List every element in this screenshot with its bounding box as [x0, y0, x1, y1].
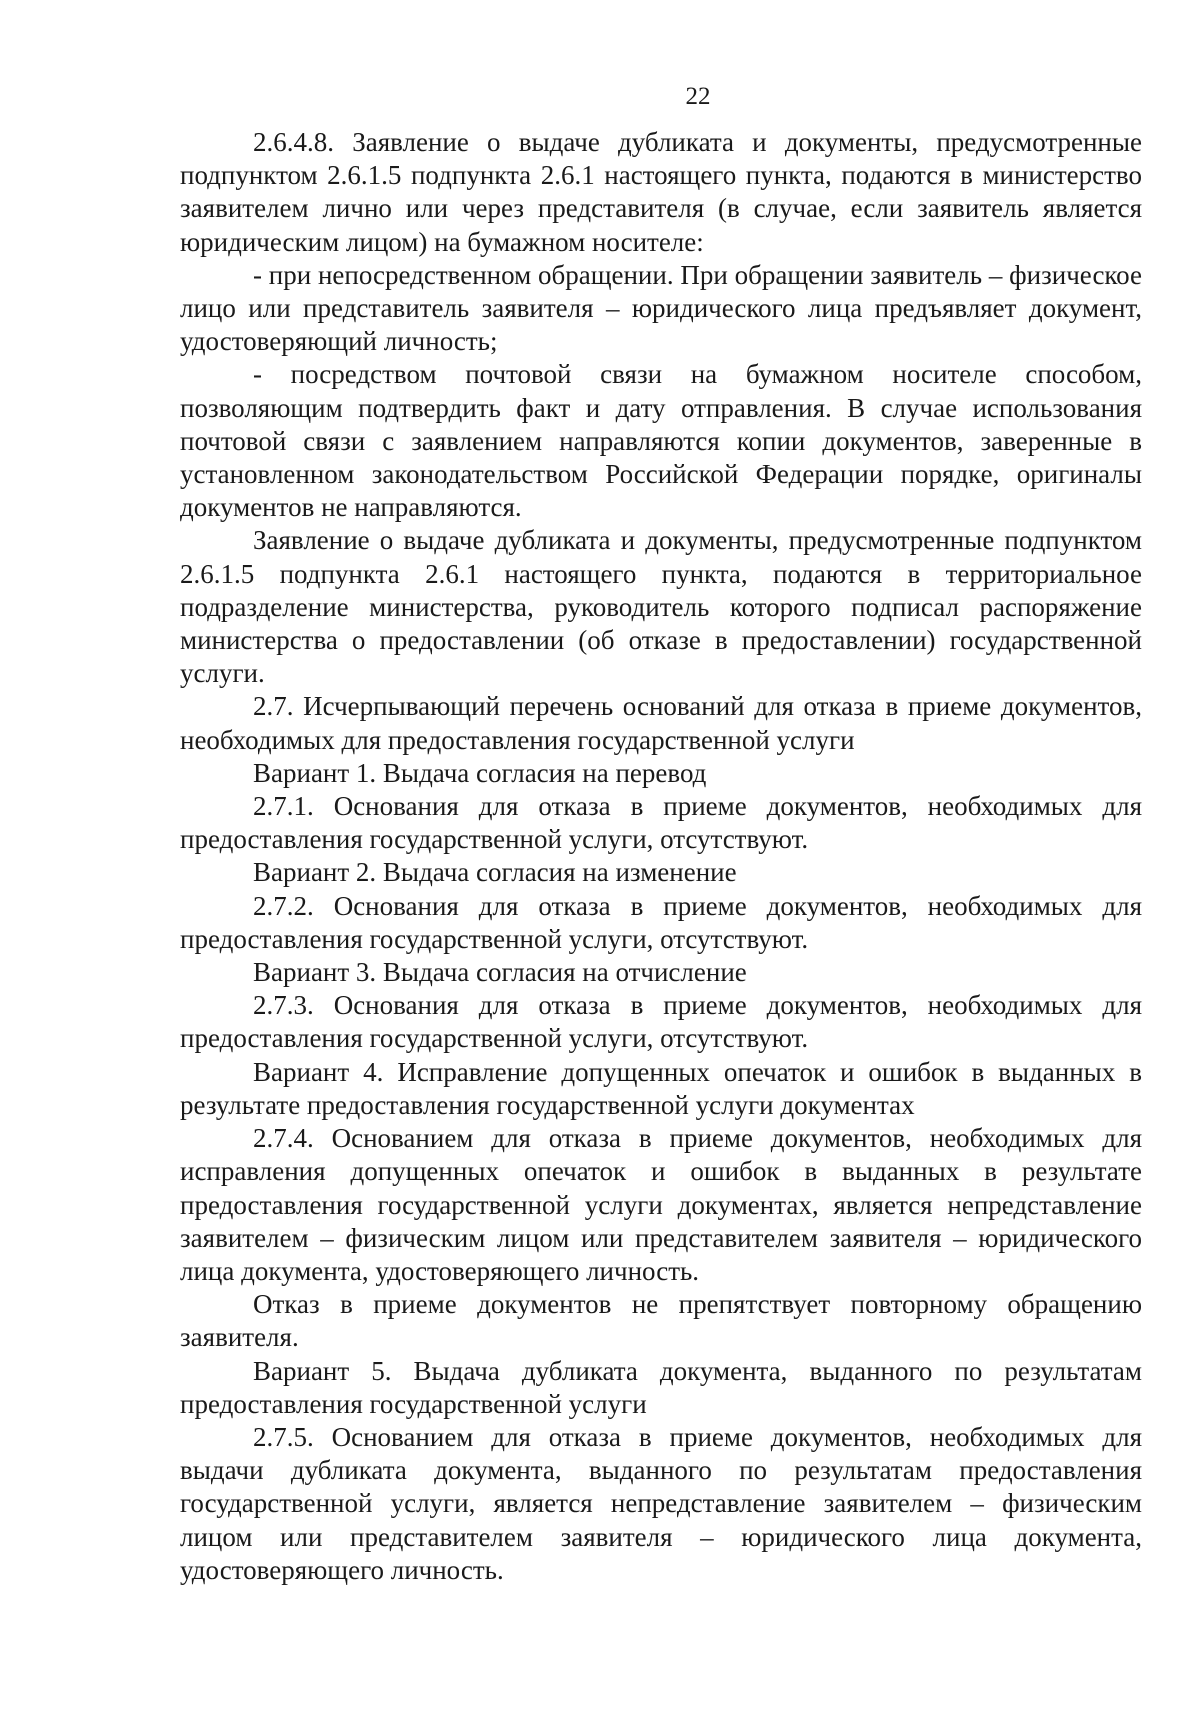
variant-3-heading: Вариант 3. Выдача согласия на отчисление: [253, 957, 747, 988]
variant-5-heading: Вариант 5. Выдача дубликата документа, выданного по результатам предоставления государственной услуги: [180, 1355, 1142, 1419]
section-heading-2-7: 2.7. Исчерпывающий перечень оснований для отказа в приеме документов, необходимых для предоставления государственной услуги: [180, 691, 1142, 755]
document-body: [180, 126, 1142, 1587]
paragraph-2-7-4: 2.7.4. Основанием для отказа в приеме документов, необходимых для исправления допущенных опечаток и ошибок в выданных в результате предоставления государственной услуги документах, является непредставление заявителем – физическим лицом или представителем заявителя – юридического лица документа, удостоверяющего личность.: [180, 1123, 1142, 1286]
paragraph-2-6-4-8: 2.6.4.8. Заявление о выдаче дубликата и документы, предусмотренные подпунктом 2.6.1.5 подпункта 2.6.1 настоящего пункта, подаются в министерство заявителем лично или через представителя (в случае, если заявитель является юридическим лицом) на бумажном носителе:: [180, 127, 1142, 257]
paragraph-2-7-3: 2.7.3. Основания для отказа в приеме документов, необходимых для предоставления государственной услуги, отсутствуют.: [180, 990, 1142, 1054]
variant-4-heading: Вариант 4. Исправление допущенных опечаток и ошибок в выданных в результате предоставления государственной услуги документах: [180, 1056, 1142, 1120]
paragraph-2-7-2: 2.7.2. Основания для отказа в приеме документов, необходимых для предоставления государственной услуги, отсутствуют.: [180, 890, 1142, 954]
paragraph-by-post: - посредством почтовой связи на бумажном носителе способом, позволяющим подтвердить факт и дату отправления. В случае использования почтовой связи с заявлением направляются копии документов, заверенные в установленном законодательством Российской Федерации порядке, оригиналы документов не направляются.: [180, 359, 1142, 523]
paragraph-territorial-division: Заявление о выдаче дубликата и документы, предусмотренные подпунктом 2.6.1.5 подпункта 2.6.1 настоящего пункта, подаются в территориальное подразделение министерства, руководитель которого подписал распоряжение министерства о предоставлении (об отказе в предоставлении) государственной услуги.: [180, 525, 1142, 689]
page-number: 22: [685, 83, 711, 110]
paragraph-in-person: - при непосредственном обращении. При обращении заявитель – физическое лицо или представитель заявителя – юридического лица предъявляет документ, удостоверяющий личность;: [180, 259, 1142, 357]
paragraph-2-7-5: 2.7.5. Основанием для отказа в приеме документов, необходимых для выдачи дубликата документа, выданного по результатам предоставления государственной услуги, является непредставление заявителем – физическим лицом или представителем заявителя – юридического лица документа, удостоверяющего личность.: [180, 1421, 1142, 1585]
variant-2-heading: Вариант 2. Выдача согласия на изменение: [253, 857, 737, 888]
paragraph-2-7-1: 2.7.1. Основания для отказа в приеме документов, необходимых для предоставления государственной услуги, отсутствуют.: [180, 791, 1142, 855]
paragraph-refusal-note: Отказ в приеме документов не препятствует повторному обращению заявителя.: [180, 1289, 1142, 1353]
variant-1-heading: Вариант 1. Выдача согласия на перевод: [253, 757, 707, 788]
